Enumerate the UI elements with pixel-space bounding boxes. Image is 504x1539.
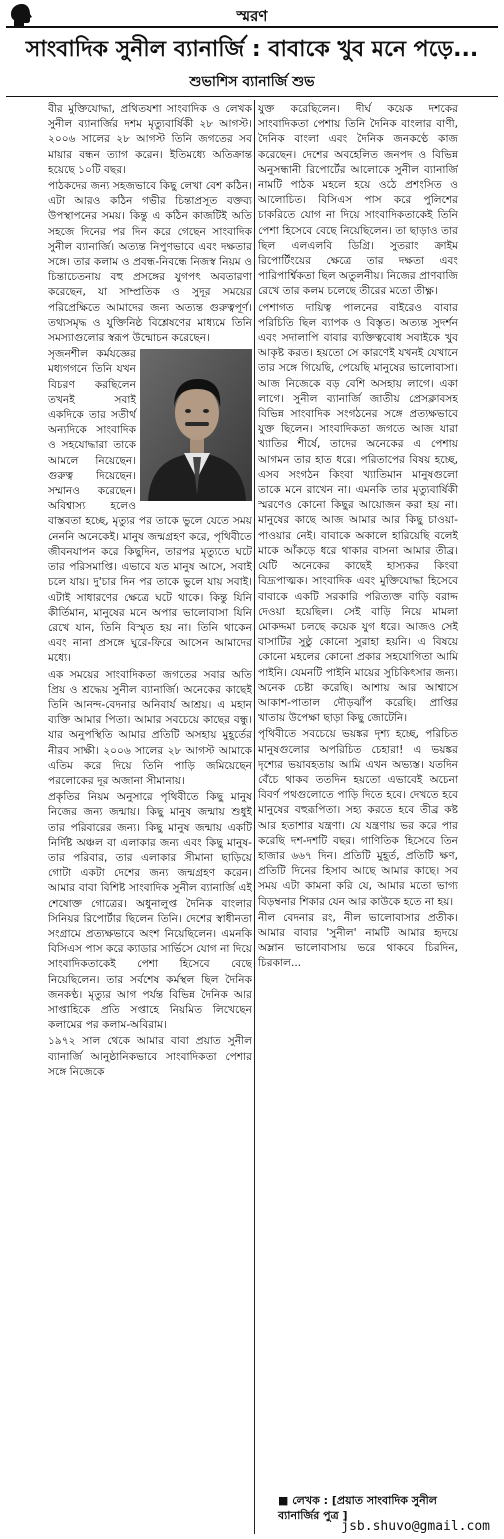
paragraph: যুক্ত করেছিলেন। দীর্ঘ কয়েক দশকের সাংবাদিকতা পেশায় তিনি দৈনিক বাংলার বাণী, দৈনিক বাংলা এবং দৈনিক জনকণ্ঠে কাজ করেছেন। দেশের অবহেলিত জনপদ ও বিভিন্ন অনুসন্ধানী রিপোর্টের আলোকে সুনীল ব্যানার্জি নামটি পাঠক মহলে হয়ে ওঠে প্রশংসিত ও আলোচিত। বিসিএস পাস করে পুলিশের চাকরিতে যোগ না দিয়ে সাংবাদিকতাকেই তিনি পেশা হিসেবে বেছে নিয়েছিলেন। তা ছাড়াও তার ছিল এলএলবি ডিগ্রি। সুতরাং ক্রাইম রিপোর্টিংয়ের ক্ষেত্রে তার দক্ষতা এবং পারিপার্শ্বিকতা ছিল অতুলনীয়। নিজের প্রাণবাজি রেখে তার কলম চলেছে তীরের মতো তীক্ষ্ণ। [258, 103, 458, 298]
paragraph: এক সময়ের সাংবাদিকতা জগতের সবার অতি প্রিয় ও শ্রদ্ধেয় সুনীল ব্যানার্জি। অনেকের কাছেই তিনি আনন্দ-বেদনার অনিবার্য আশ্রয়। এ মহান ব্যক্তি আমার পিতা। আমার সবচেয়ে কাছের বন্ধু। যার অনুপস্থিতি আমার প্রতিটি অসহায় মুহূর্তের নীরব সাক্ষী। ২০০৬ সালের ২৮ আগস্ট আমাকে এতিম করে দিয়ে তিনি পাড়ি জমিয়েছেন পরলোকের দূর অজানা সীমানায়। [48, 668, 252, 787]
paragraph: পেশাগত দায়িত্ব পালনের বাইরেও বাবার পরিচিতি ছিল ব্যাপক ও বিস্তৃত। অত্যন্ত সুদর্শন এবং সদালাপি বাবার ব্যক্তিত্ববোধ সবাইকে খুব আকৃষ্ট করত। হয়তো সে কারণেই যখনই যেখানে তার সঙ্গে গিয়েছি, পেয়েছি মানুষের ভালোবাসা। আজ নিজেকে বড় বেশি অসহায় লাগে। একা লাগে। সুনীল ব্যানার্জি জাতীয় প্রেসক্লাবসহ বিভিন্ন সাংবাদিক সংগঠনের সঙ্গে প্রত্যক্ষভাবে যুক্ত ছিলেন। সাংবাদিকতা জগতে আজ যারা খ্যাতির শীর্ষে, তাদের অনেকের এ পেশায় আগমন তার হাত ধরে। পরিতাপের বিষয় হচ্ছে, এসব সংগঠন কিংবা খ্যাতিমান মানুষগুলো তাকে মনে রাখেন না। এমনকি তার মৃত্যুবার্ষিকী স্মরণেও কোনো কিছুর আয়োজন করা হয় না। মানুষের কাছে আজ আমার আর কিছু চাওয়া-পাওয়ার নেই। বাবাকে অকালে হারিয়েছি বলেই মাকে আঁকড়ে ধরে থাকার বাসনা আমার তীব্র। যেটি অনেকের কাছেই হাস্যকর কিংবা বিদ্রূপাত্মক। সাংবাদিক এবং মুক্তিযোদ্ধা হিসেবে বাবাকে একটি সরকারি পরিত্যক্ত বাড়ি বরাদ্দ দেওয়া হয়েছিল। সেই বাড়ি নিয়ে মামলা মোকদ্দমা চলছে কয়েক যুগ ধরে। আজও সেই বাসাটির সুষ্ঠু কোনো সুরাহা হয়নি। এ বিষয়ে কোনো মহলের কোনো প্রকার সহযোগিতা আমি পাইনি। যেমনটি পাইনি মায়ের সুচিকিৎসার জন্য। অনেক চেষ্টা করেছি। আশায় আর আশ্বাসে আকাশ-পাতাল দৌড়ঝাঁপ করেছি। প্রাপ্তির খাতায় উপেক্ষা ছাড়া কিছু জোটেনি। [258, 301, 458, 725]
section-header [6, 2, 498, 28]
author-father-photo [140, 349, 252, 501]
left-column [48, 102, 252, 1534]
headline-rule [6, 96, 498, 97]
author-note: ■ লেখক : [প্রয়াত সাংবাদিক সুনীল ব্যানার্জির পুত্র ] [278, 1494, 437, 1522]
right-column [258, 102, 458, 1487]
article-byline: শুভাশিস ব্যানার্জি শুভ [189, 74, 315, 90]
paragraph: পাঠকদের জন্য সহজভাবে কিছু লেখা বেশ কঠিন। এটা আরও কঠিন গভীর চিন্তাপ্রসূত বক্তব্য উপস্থাপনের সময়। কিন্তু এ কঠিন কাজটিই অতি সহজে দিনের পর দিন করে গেছেন সাংবাদিক সুনীল ব্যানার্জি। অত্যন্ত নিপুণভাবে এবং দক্ষতার সঙ্গে। তার কলাম ও প্রবন্ধ-নিবন্ধে নিজস্ব নিয়ম ও চিন্তাচেতনায় বহু প্রসঙ্গের যুগপৎ অবতারণা করেছেন, যা সাম্প্রতিক ও সুদূর সময়ের পরিপ্রেক্ষিতে আমাদের জন্য অত্যন্ত গুরুত্বপূর্ণ। তথ্যসমৃদ্ধ ও যুক্তিনিষ্ঠ বিশ্লেষণের মাধ্যমে তিনি সমস্যাগুলোর স্বরূপ উন্মোচন করেছেন। [48, 180, 252, 345]
column-divider [254, 100, 255, 1534]
paragraph: নীল বেদনার রং, নীল ভালোবাসার প্রতীক। আমার বাবার 'সুনীল' নামটি আমার হৃদয়ে অম্লান ভালোবাসায় ভরে থাকবে চিরদিন, চিরকাল... [258, 911, 458, 970]
paragraph: ১৯৭২ সাল থেকে আমার বাবা প্রয়াত সুনীল ব্যানার্জি আনুষ্ঠানিকভাবে সাংবাদিকতা পেশার সঙ্গে নিজেকে [48, 1035, 252, 1078]
paragraph: সৃজনশীল কর্মযজ্ঞের মধ্যগগনে তিনি যখন বিচরণ করছিলেন তখনই সবাই একদিকে তার সতীর্থ অন্যদিকে সাংবাদিক ও সহযোদ্ধারা তাকে আমলে নিয়েছেন। গুরুত্ব দিয়েছেন। সম্মানও করেছেন। অবিশ্বাস্য হলেও বাস্তবতা হচ্ছে, মৃত্যুর পর তাকে ভুলে যেতে সময় নেননি অনেকেই। মানুষ জন্মগ্রহণ করে, পৃথিবীতে জীবনযাপন করে কিছুদিন, তারপর মৃত্যুতে ঘটে তার পরিসমাপ্তি। এভাবে যত মানুষ আসে, সবাই চলে যায়। দু'চার দিন পর তাকে ভুলে যায় সবাই। এটাই সাধারণের ক্ষেত্রে ঘটে থাকে। কিন্তু যিনি কীর্তিমান, মানুষের মনে অপার ভালোবাসা যিনি রেখে যান, তিনি বিস্মৃত হয় না। তিনি থাকেন এবং নানা প্রসঙ্গে ঘুরে-ফিরে আসেন আমাদের মধ্যে। [48, 348, 252, 665]
section-title: স্মরণ [236, 7, 268, 25]
paragraph: বীর মুক্তিযোদ্ধা, প্রথিতযশা সাংবাদিক ও লেখক সুনীল ব্যানার্জির দশম মৃত্যুবার্ষিকী ২৮ আগস্ট। ২০০৬ সালের ২৮ আগস্ট তিনি জগতের সব মায়ার বন্ধন ত্যাগ করেন। ইতিমধ্যে অতিক্রান্ত হয়েছে ১০টি বছর। [48, 103, 252, 176]
paragraph: প্রকৃতির নিয়ম অনুসারে পৃথিবীতে কিছু মানুষ নিজের জন্য জন্মায়। কিছু মানুষ জন্মায় শুধুই তার পরিবারের জন্য। কিছু মানুষ জন্মায় একটি নির্দিষ্ট অঞ্চল বা এলাকার জন্য এবং কিছু মানুষ-তার পরিবার, তার এলাকার সীমানা ছাড়িয়ে গোটা একটা দেশের জন্য জন্মগ্রহণ করেন। আমার বাবা বিশিষ্ট সাংবাদিক সুনীল ব্যানার্জি এই শেষোক্ত গোত্রের। অধুনালুপ্ত দৈনিক বাংলার সিনিয়র রিপোর্টার ছিলেন তিনি। দেশের স্বাধীনতা সংগ্রামে প্রত্যক্ষভাবে অংশ নিয়েছিলেন। এমনকি বিসিএস পাস করে ক্যাডার সার্ভিসে যোগ না দিয়ে সাংবাদিকতাকেই পেশা হিসেবে বেছে নিয়েছিলেন। তার সর্বশেষ কর্মস্থল ছিল দৈনিক জনকণ্ঠ। মৃত্যুর আগ পর্যন্ত বিভিন্ন দৈনিক আর সাপ্তাহিকে প্রতি সপ্তাহে নিয়মিত লিখেছেন কলামের পর কলাম-অবিরাম। [48, 791, 252, 1032]
author-email[interactable]: jsb.shuvo@gmail.com [341, 1519, 490, 1534]
paragraph: পৃথিবীতে সবচেয়ে ভয়ঙ্কর দৃশ্য হচ্ছে, পরিচিত মানুষগুলোর অপরিচিত চেহারা! এ ভয়ঙ্কর দৃশ্যের ভয়াবহতায় আমি এখন অভ্যস্ত। যতদিন বেঁচে থাকব ততদিন হয়তো এভাবেই অচেনা বিবর্ণ পথগুলোতে পাড়ি দিতে হবে। দেখতে হবে মানুষের বহুরূপিতা। সহ্য করতে হবে তীব্র কষ্ট আর হতাশার যন্ত্রণা। যে যন্ত্রণায় ভর করে পার করেছি দশ-দশটি বছর। গাণিতিক হিসেবে তিন হাজার ৬৬৭ দিন। প্রতিটি মুহূর্ত, প্রতিটি ক্ষণ, প্রতিটি দিনের হিসাব আছে আমার কাছে। সব সময় এটা কামনা করি যে, আমার মতো ভাগ্য বিড়ম্বনার শিকার যেন আর কাউকে হতে না হয়। [258, 728, 458, 908]
article-headline: সাংবাদিক সুনীল ব্যানার্জি : বাবাকে খুব মনে পড়ে... [25, 37, 479, 62]
